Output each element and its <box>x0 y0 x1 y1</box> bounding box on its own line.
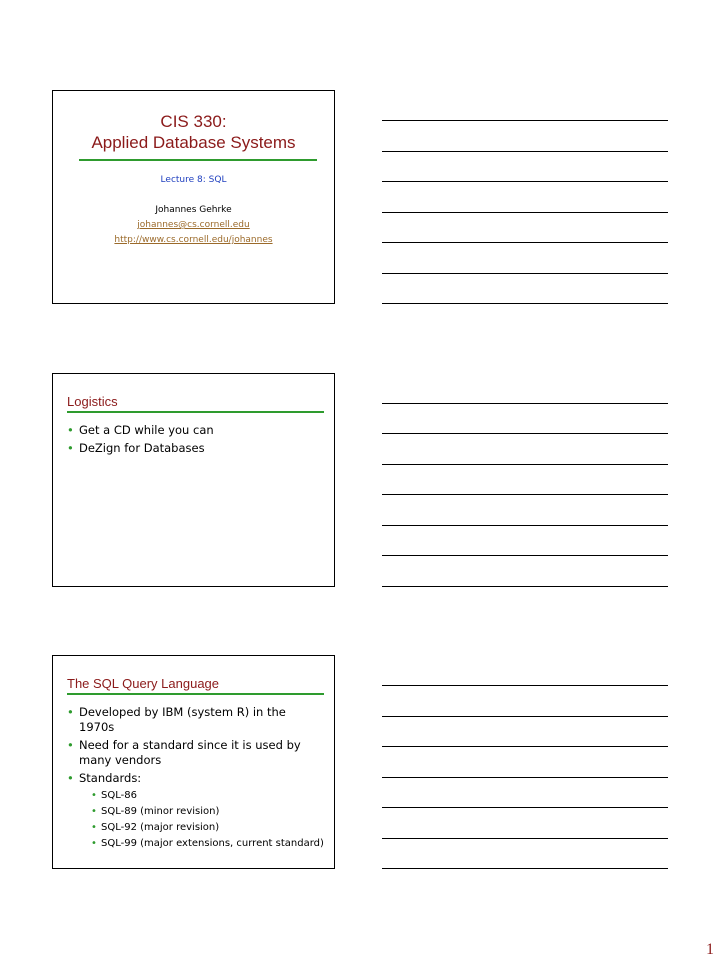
notes-line <box>382 494 668 495</box>
sub-bullet-item: • SQL-89 (minor revision) <box>91 804 324 820</box>
email-link[interactable]: johannes@cs.cornell.edu <box>137 220 250 230</box>
heading-divider <box>67 693 324 695</box>
notes-line <box>382 838 668 839</box>
notes-line <box>382 586 668 587</box>
bullet-item <box>67 771 324 852</box>
course-name: Applied Database Systems <box>91 133 296 152</box>
bullet-item: • Get a CD while you can <box>67 423 324 438</box>
bullet-item: • Developed by IBM (system R) in the 1970s <box>67 705 324 735</box>
notes-line <box>382 403 668 404</box>
notes-line <box>382 868 668 869</box>
page-number: 1 <box>706 941 714 958</box>
notes-line <box>382 555 668 556</box>
sub-bullet-item: • SQL-86 <box>91 788 324 804</box>
notes-line <box>382 807 668 808</box>
notes-line <box>382 685 668 686</box>
bullet-list <box>67 705 324 852</box>
notes-line <box>382 777 668 778</box>
bullet-item: • DeZign for Databases <box>67 441 324 456</box>
course-number: CIS 330: <box>160 112 227 131</box>
notes-line <box>382 303 668 304</box>
slide-thumbnail-1 <box>52 90 335 304</box>
bullet-text: Standards: <box>79 771 142 785</box>
notes-line <box>382 181 668 182</box>
notes-line <box>382 525 668 526</box>
sub-bullet-item: • SQL-92 (major revision) <box>91 820 324 836</box>
sub-bullet-list <box>91 788 324 852</box>
homepage-link[interactable]: http://www.cs.cornell.edu/johannes <box>114 235 273 245</box>
title-divider <box>79 159 317 161</box>
slide-thumbnail-3 <box>52 655 335 869</box>
author-name: Johannes Gehrke <box>155 205 232 215</box>
slide-thumbnail-2 <box>52 373 335 587</box>
notes-line <box>382 273 668 274</box>
sub-bullet-item: • SQL-99 (major extensions, current standard) <box>91 836 324 852</box>
slide-heading: The SQL Query Language <box>67 676 220 691</box>
notes-line <box>382 212 668 213</box>
notes-line <box>382 746 668 747</box>
notes-line <box>382 151 668 152</box>
author-block <box>53 203 334 248</box>
notes-line <box>382 433 668 434</box>
bullet-list <box>67 423 324 456</box>
heading-divider <box>67 411 324 413</box>
notes-line <box>382 464 668 465</box>
notes-line <box>382 120 668 121</box>
bullet-item: • Need for a standard since it is used by many vendors <box>67 738 324 768</box>
slide-heading: Logistics <box>67 394 118 409</box>
lecture-subtitle: Lecture 8: SQL <box>160 175 227 185</box>
notes-line <box>382 716 668 717</box>
notes-line <box>382 242 668 243</box>
slide-title <box>53 111 334 153</box>
